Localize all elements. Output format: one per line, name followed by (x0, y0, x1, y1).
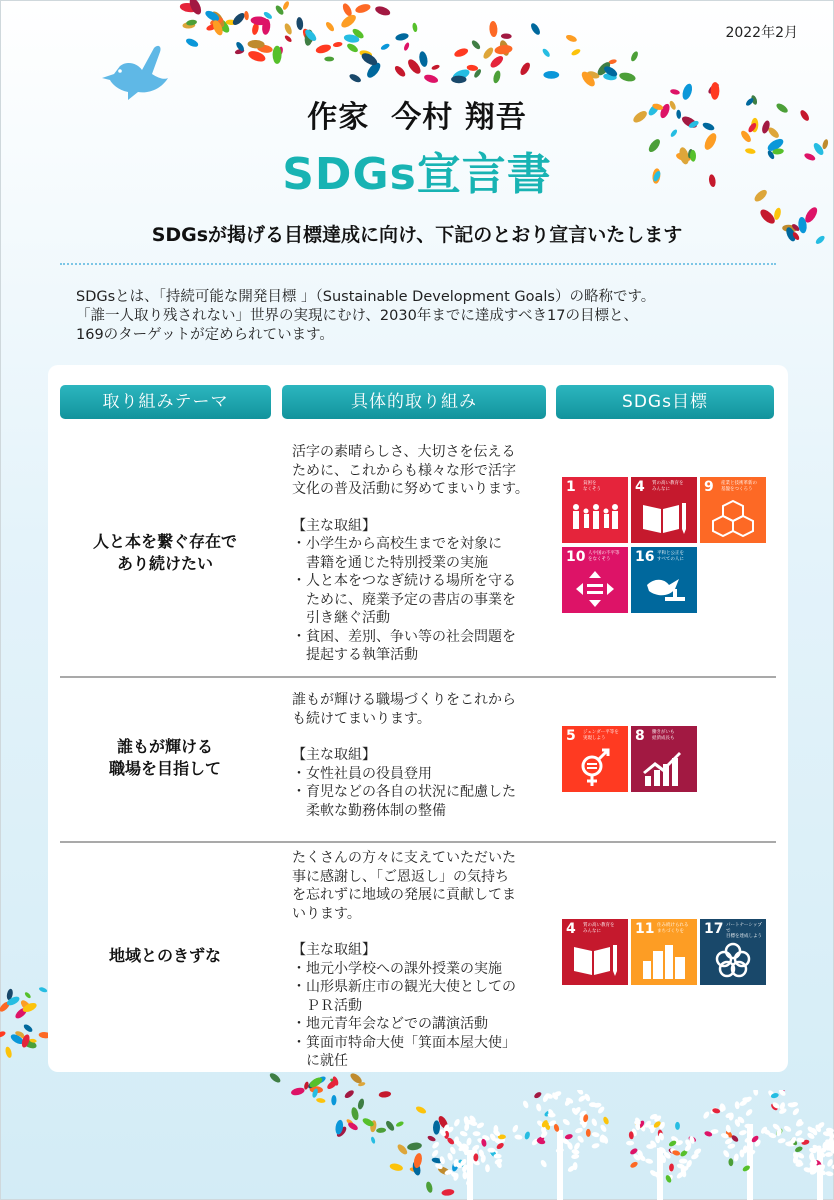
row-divider (60, 676, 776, 678)
row-theme (60, 531, 270, 575)
header-theme: 取り組みテーマ (60, 385, 271, 419)
item-line: 提起する執筆活動 (306, 647, 418, 663)
commitment-table (48, 365, 788, 1072)
theme-line: 地域とのきずな (108, 946, 221, 965)
growth-chart-icon (639, 748, 689, 788)
sdg-goal-8-icon (631, 726, 697, 792)
theme-line: 人と本を繋ぐ存在で (92, 532, 237, 551)
desc-line: たくさんの方々に支えていただいた (292, 850, 516, 866)
row-description (292, 443, 552, 665)
table-row (60, 691, 776, 841)
list-item (292, 783, 552, 820)
sdg-goal-label: 質の高い教育を みんなに (652, 481, 684, 492)
theme-line: あり続けたい (116, 554, 213, 573)
item-line: ・小学生から高校生までを対象に (292, 536, 502, 552)
sdg-goal-9-icon (700, 477, 766, 543)
dotted-divider (60, 263, 776, 265)
list-item (292, 1015, 552, 1034)
item-line: 書籍を通じた特別授業の実施 (306, 554, 488, 571)
item-line: ・貧困、差別、争い等の社会問題を (292, 628, 516, 645)
row-description (292, 849, 552, 1071)
sdg-goal-label: 質の高い教育を みんなに (583, 923, 615, 934)
author-role: 作家 (307, 100, 370, 135)
desc-heading: 【主な取組】 (292, 942, 376, 958)
rings-icon (708, 941, 758, 981)
list-item (292, 765, 552, 784)
item-line: ・育児などの各自の状況に配慮した (292, 784, 516, 800)
sdg-goal-number: 17 (704, 921, 724, 937)
item-line: ・地元青年会などでの講演活動 (292, 1016, 488, 1032)
sdg-goal-number: 11 (635, 921, 655, 937)
item-line: ・箕面市特命大使「箕面本屋大使」 (292, 1034, 516, 1051)
item-line: ・女性社員の役員登用 (292, 765, 432, 782)
item-line: ・山形県新庄市の観光大使としての (292, 979, 516, 995)
sdg-goal-label: 働きがいも 経済成長も (652, 730, 675, 741)
sdg-goal-1-icon (562, 477, 628, 543)
sdg-goal-label: 平和と公正を すべての人に (657, 551, 684, 562)
sdg-goal-number: 4 (635, 479, 645, 495)
row-theme (60, 736, 270, 780)
sdg-goal-4-icon (631, 477, 697, 543)
desc-line: 活字の素晴らしさ、大切さを伝える (292, 444, 516, 460)
item-line: に就任 (306, 1053, 348, 1069)
tree-decoration (420, 1090, 834, 1200)
desc-line: 文化の普及活動に努めてまいります。 (292, 481, 529, 497)
author-name: 今村 翔吾 (391, 100, 527, 135)
intro-line: 169のターゲットが定められています。 (76, 327, 334, 343)
people-icon (570, 499, 620, 539)
desc-line: を忘れずに地域の発展に貢献してま (292, 887, 516, 903)
issue-date: 2022年2月 (725, 25, 798, 41)
gender-icon (570, 748, 620, 788)
equality-arrows-icon (570, 569, 620, 609)
cubes-icon (708, 499, 758, 539)
item-line: ＰＲ活動 (306, 997, 362, 1014)
sdg-goal-number: 8 (635, 728, 645, 744)
theme-line: 職場を目指して (108, 759, 221, 778)
city-icon (639, 941, 689, 981)
sdg-goal-number: 5 (566, 728, 576, 744)
table-row (60, 849, 776, 1069)
desc-line: 誰もが輝ける職場づくりをこれから (292, 692, 516, 708)
item-line: 引き継ぐ活動 (306, 610, 390, 626)
sdg-goal-number: 1 (566, 479, 576, 495)
list-item (292, 535, 552, 572)
list-item (292, 960, 552, 979)
desc-heading: 【主な取組】 (292, 747, 376, 763)
list-item (292, 1034, 552, 1071)
list-item (292, 628, 552, 665)
item-line: ・地元小学校への課外授業の実施 (292, 960, 502, 977)
sdg-goal-label: パートナーシップで 目標を達成しよう (726, 923, 762, 939)
sdg-goal-label: 人や国の不平等 をなくそう (588, 551, 620, 562)
item-line: 柔軟な勤務体制の整備 (306, 802, 446, 819)
intro-line: SDGsとは、「持続可能な開発目標 」（Sustainable Development Goals）の略称です。 (76, 289, 656, 305)
header-sdg-goals: SDGs目標 (556, 385, 774, 419)
sdg-goal-5-icon (562, 726, 628, 792)
sdg-goal-label: 貧困を なくそう (583, 481, 601, 492)
sdgs-intro (76, 288, 776, 345)
document-title: SDGs宣言書 (282, 149, 552, 200)
desc-line: ために、これからも様々な形で活字 (292, 462, 516, 479)
sdg-goal-label: ジェンダー平等を 実現しよう (583, 730, 619, 741)
sdg-goal-number: 16 (635, 549, 655, 565)
author-title (0, 92, 834, 136)
sdg-goal-16-icon (631, 547, 697, 613)
desc-heading: 【主な取組】 (292, 517, 376, 534)
theme-line: 誰もが輝ける (116, 737, 213, 756)
list-item (292, 572, 552, 628)
table-row (60, 443, 776, 673)
sdg-goal-11-icon (631, 919, 697, 985)
sdg-goal-label: 産業と技術革新の 基盤をつくろう (721, 481, 757, 492)
desc-line: も続けてまいります。 (292, 710, 431, 727)
declaration-subtitle: SDGsが掲げる目標達成に向け、下記のとおり宣言いたします (151, 224, 683, 246)
desc-line: 事に感謝し、「ご恩返し」の気持ち (292, 868, 509, 885)
row-divider (60, 841, 776, 843)
sdg-goal-4-icon (562, 919, 628, 985)
list-item (292, 978, 552, 1015)
item-line: ・人と本をつなぎ続ける場所を守る (292, 573, 516, 589)
intro-line: 「誰一人取り残されない」世界の実現にむけ、2030年までに達成すべき17の目標と、 (76, 308, 638, 324)
sdg-goal-number: 4 (566, 921, 576, 937)
header-actions: 具体的取り組み (282, 385, 546, 419)
item-line: ために、廃業予定の書店の事業を (306, 591, 516, 608)
book-pencil-icon (570, 941, 620, 981)
dove-gavel-icon (639, 569, 689, 609)
sdg-goal-17-icon (700, 919, 766, 985)
book-pencil-icon (639, 499, 689, 539)
desc-line: いります。 (292, 905, 361, 922)
sdg-goal-label: 住み続けられる まちづくりを (657, 923, 689, 934)
row-description (292, 691, 552, 820)
sdg-goal-10-icon (562, 547, 628, 613)
row-theme (60, 945, 270, 967)
sdg-goal-number: 10 (566, 549, 586, 565)
sdg-goal-number: 9 (704, 479, 714, 495)
